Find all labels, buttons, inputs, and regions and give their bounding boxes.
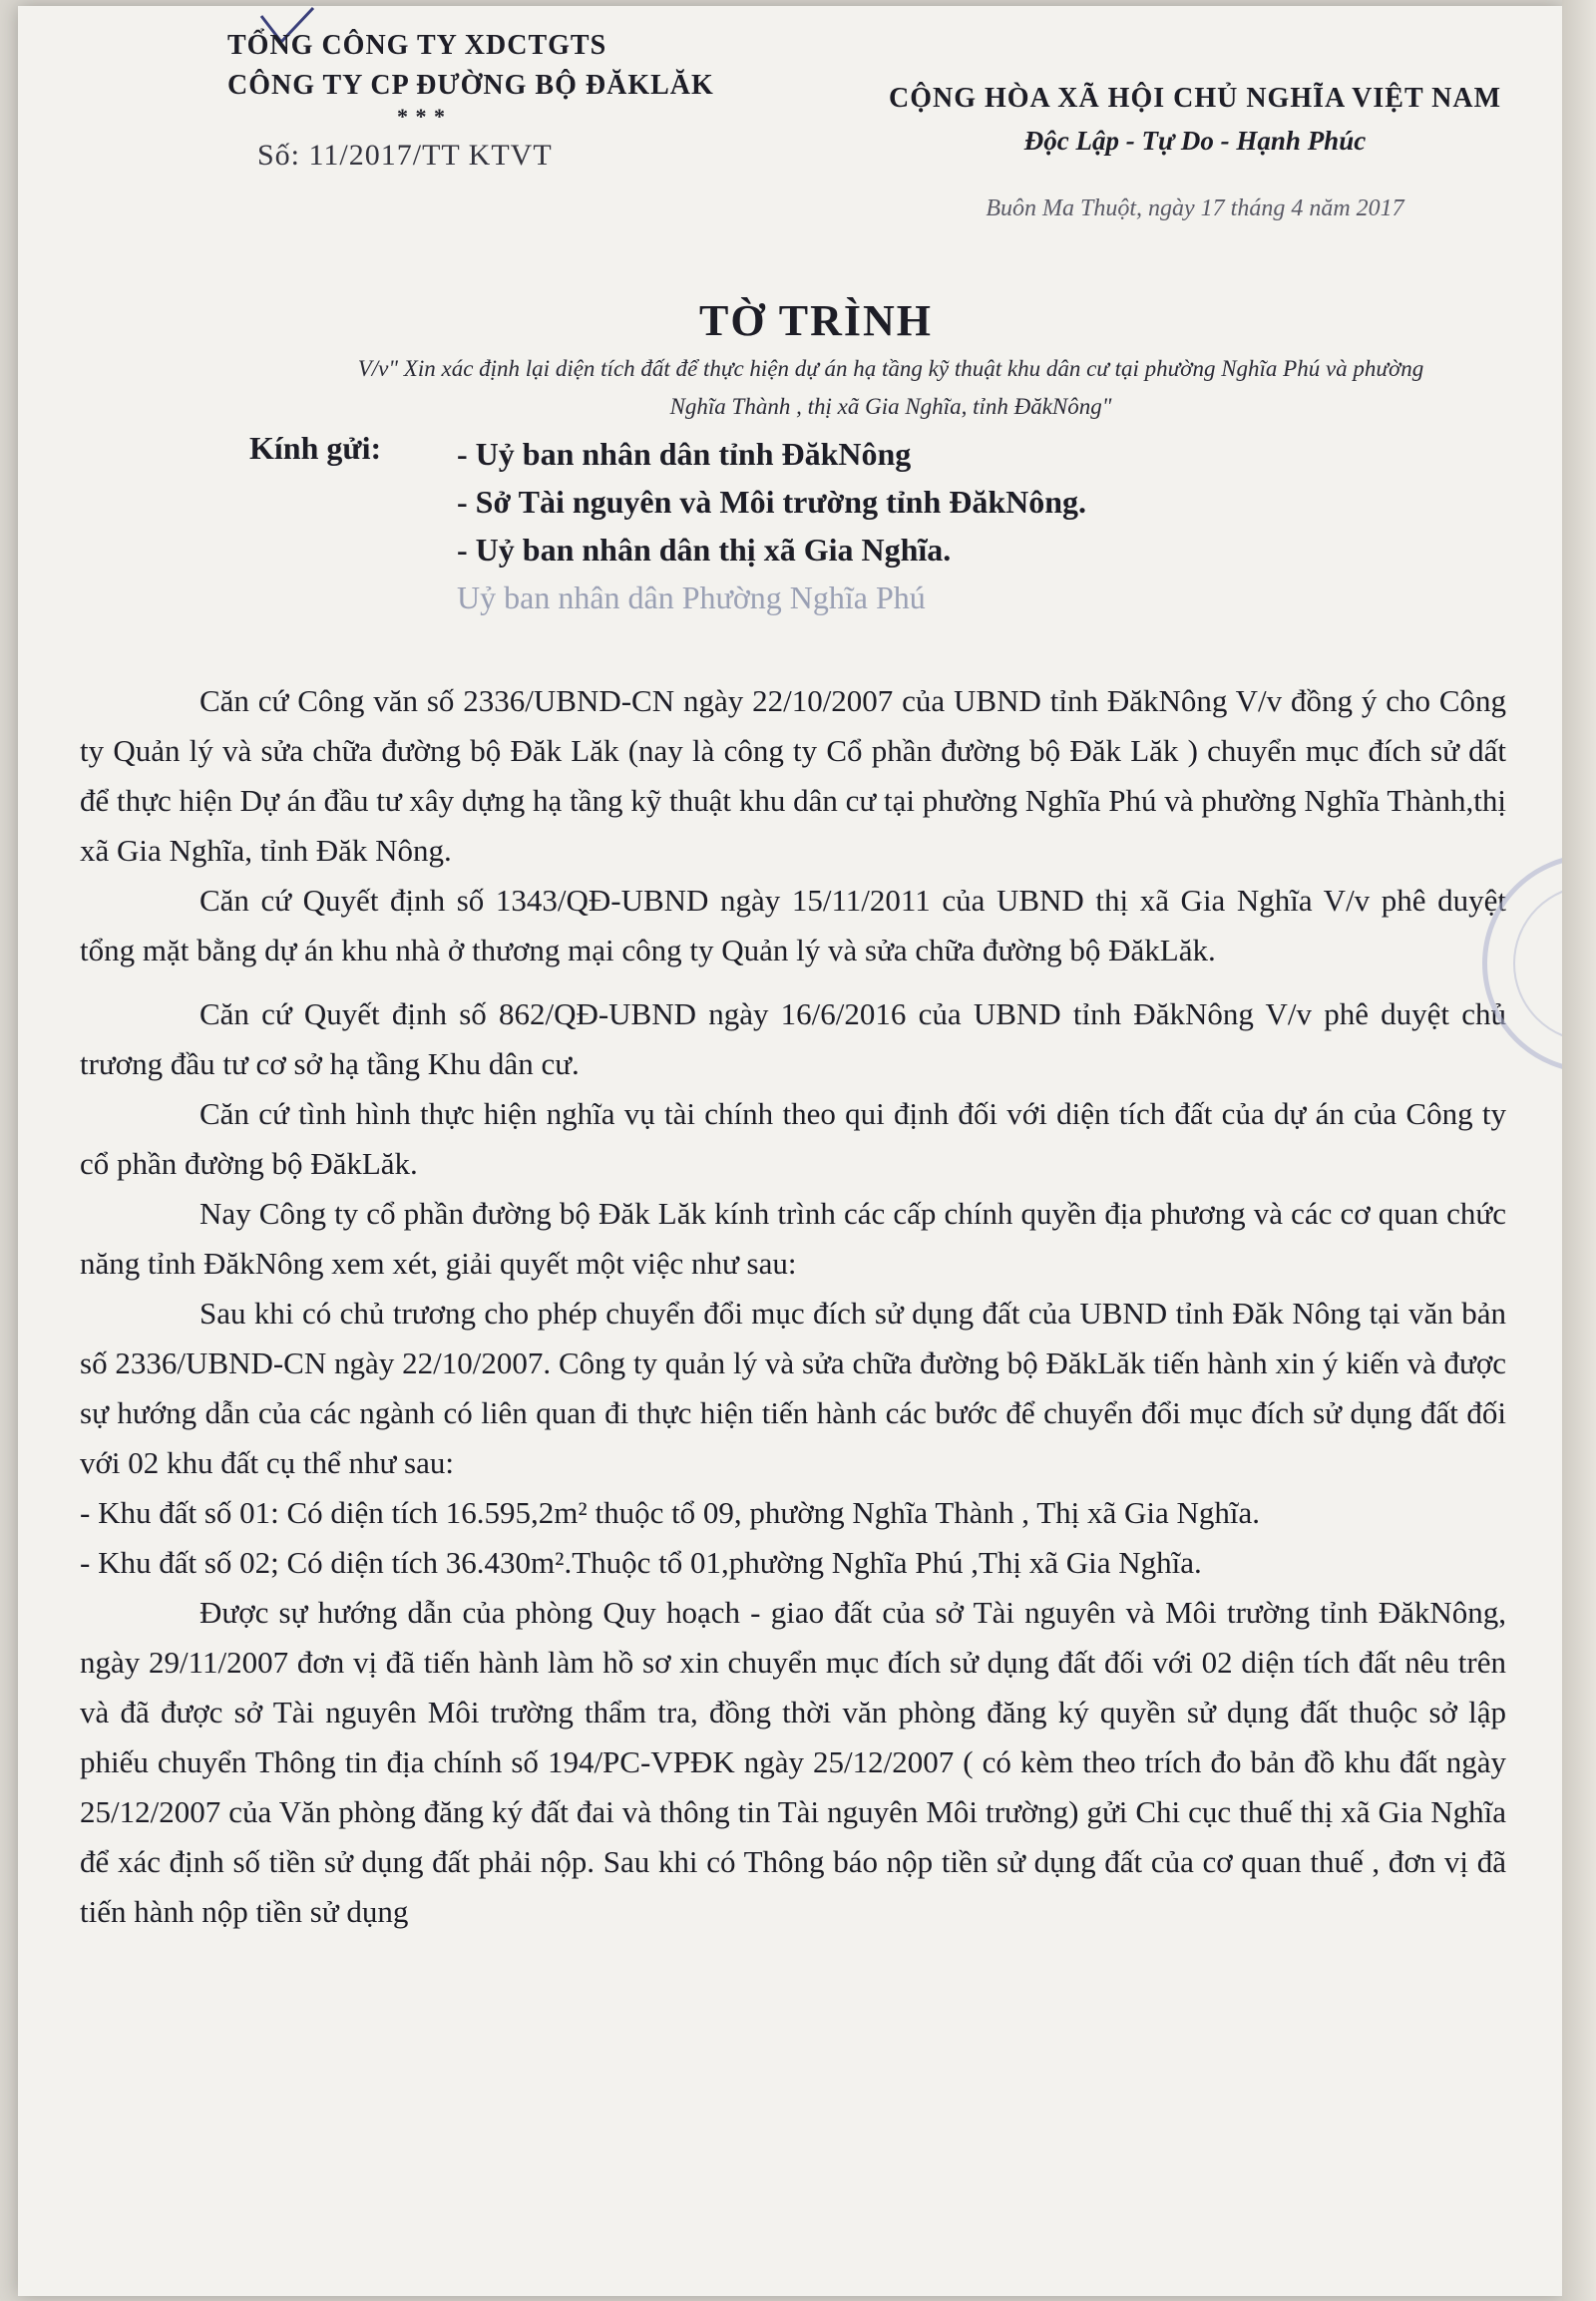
land-plot-item: - Khu đất số 02; Có diện tích 36.430m².Thuộc tổ 01,phường Nghĩa Phú ,Thị xã Gia Nghĩa. [80,1545,1202,1580]
recipients-label: Kính gửi: [249,430,382,466]
body-paragraph: Nay Công ty cổ phần đường bộ Đăk Lăk kính trình các cấp chính quyền địa phương và các cơ quan chức năng tỉnh ĐăkNông xem xét, giải quyết một việc như sau: [80,1196,1506,1281]
land-plot-item: - Khu đất số 01: Có diện tích 16.595,2m² thuộc tổ 09, phường Nghĩa Thành , Thị xã Gia Nghĩa. [80,1495,1261,1530]
issuer-block [227,26,846,176]
recipient-list [457,430,1454,621]
recipient-item: - Uỷ ban nhân dân tỉnh ĐăkNông [457,436,912,472]
national-header [856,78,1534,222]
body-paragraph: Căn cứ tình hình thực hiện nghĩa vụ tài chính theo qui định đối với diện tích đất của dự án của Công ty cổ phần đường bộ ĐăkLăk. [80,1096,1506,1181]
place-and-date: Buôn Ma Thuột, ngày 17 tháng 4 năm 2017 [986,195,1404,221]
body-paragraph: Căn cứ Công văn số 2336/UBND-CN ngày 22/10/2007 của UBND tỉnh ĐăkNông V/v đồng ý cho Công ty Quản lý và sửa chữa đường bộ Đăk Lăk (nay là công ty Cổ phần đường bộ Đăk Lăk ) chuyển mục đích sử dất để thực hiện Dự án đầu tư xây dựng hạ tầng kỹ thuật khu dân cư tại phường Nghĩa Phú và phường Nghĩa Thành,thị xã Gia Nghĩa, tỉnh Đăk Nông. [80,683,1506,868]
body-paragraph: Căn cứ Quyết định số 862/QĐ-UBND ngày 16/6/2016 của UBND tỉnh ĐăkNông V/v phê duyệt chủ trương đầu tư cơ sở hạ tầng Khu dân cư. [80,996,1506,1081]
body-paragraph: Sau khi có chủ trương cho phép chuyển đổi mục đích sử dụng đất của UBND tỉnh Đăk Nông tại văn bản số 2336/UBND-CN ngày 22/10/2007. Công ty quản lý và sửa chữa đường bộ ĐăkLăk tiến hành xin ý kiến và được sự hướng dẫn của các ngành có liên quan đi thực hiện tiến hành các bước để chuyển đổi mục đích sử dụng đất đối với 02 khu đất cụ thể như sau: [80,1296,1506,1480]
document-title: TỜ TRÌNH [698,296,934,345]
body-paragraph: Căn cứ Quyết định số 1343/QĐ-UBND ngày 15/11/2011 của UBND thị xã Gia Nghĩa V/v phê duyệt tổng mặt bằng dự án khu nhà ở thương mại công ty Quản lý và sửa chữa đường bộ ĐăkLăk. [80,883,1506,967]
decorative-stars: * * * [397,104,446,129]
recipient-item: - Sở Tài nguyên và Môi trường tỉnh ĐăkNông. [457,484,1087,520]
body-paragraph: Được sự hướng dẫn của phòng Quy hoạch - giao đất của sở Tài nguyên và Môi trường tỉnh ĐăkNông, ngày 29/11/2007 đơn vị đã tiến hành làm hồ sơ xin chuyển mục đích sử dụng đất đối với 02 diện tích đất nêu trên và đã được sở Tài nguyên Môi trường thẩm tra, đồng thời văn phòng đăng ký quyền sử dụng đất thuộc sở lập phiếu chuyển Thông tin địa chính số 194/PC-VPĐK ngày 25/12/2007 ( có kèm theo trích đo bản đồ khu đất ngày 25/12/2007 của Văn phòng đăng ký đất đai và thông tin Tài nguyên Môi trường) gửi Chi cục thuế thị xã Gia Nghĩa để xác định số tiền sử dụng đất phải nộp. Sau khi có Thông báo nộp tiền sử dụng đất của cơ quan thuế , đơn vị đã tiến hành nộp tiền sử dụng [80,1595,1506,1929]
document-body [80,676,1506,1937]
document-number: Số: 11/2017/TT KTVT [257,139,553,172]
document-subject: V/v" Xin xác định lại diện tích đất để thực hiện dự án hạ tầng kỹ thuật khu dân cư tại phường Nghĩa Phú và phường Nghĩa Thành , thị xã Gia Nghĩa, tỉnh ĐăkNông" [357,356,1424,419]
national-motto: Độc Lập - Tự Do - Hạnh Phúc [1023,126,1367,156]
organization-name: CÔNG TY CP ĐƯỜNG BỘ ĐĂKLĂK [227,70,714,101]
page-edge [1562,0,1596,2301]
recipient-item: - Uỷ ban nhân dân thị xã Gia Nghĩa. [457,532,952,568]
recipient-item-faded: Uỷ ban nhân dân Phường Nghĩa Phú [457,579,926,615]
parent-organization: TỔNG CÔNG TY XDCTGTS [227,30,607,61]
nation-title: CỘNG HÒA XÃ HỘI CHỦ NGHĨA VIỆT NAM [888,83,1502,114]
document-page [18,6,1562,2296]
